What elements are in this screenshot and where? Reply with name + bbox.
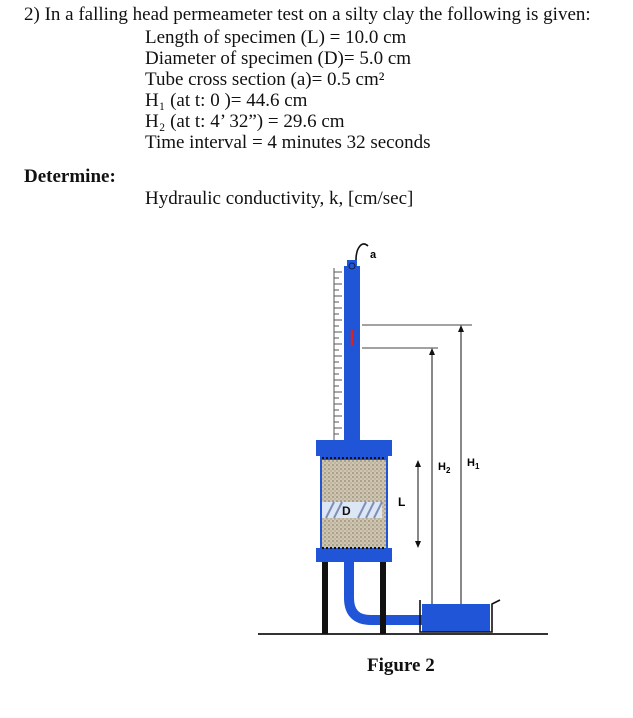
l-arrow-top <box>415 460 421 467</box>
determine-item: Hydraulic conductivity, k, [cm/sec] <box>145 188 414 209</box>
scale-ticks <box>334 268 342 440</box>
determine-label: Determine: <box>24 166 116 187</box>
outlet-pipe <box>349 562 428 620</box>
label-l: L <box>398 495 406 509</box>
cell-bottom-cap <box>316 548 392 562</box>
label-h1: $H_1$ <box>467 457 480 471</box>
label-a: a <box>370 249 377 261</box>
inflow-arrow <box>356 244 368 260</box>
h1-arrow-top <box>458 325 464 332</box>
given-h1: H₁ (at t: 0 )= 44.6 cm <box>145 90 308 111</box>
l-arrow-bottom <box>415 541 421 548</box>
given-values <box>145 27 431 153</box>
label-d: D <box>342 504 351 518</box>
cell-top-cap <box>316 440 392 456</box>
given-h2: H₂ (at t: 4’ 32”) = 29.6 cm <box>145 111 345 132</box>
overflow-tank-water <box>422 604 490 632</box>
level-marker-top <box>349 263 355 269</box>
given-diameter: Diameter of specimen (D)= 5.0 cm <box>145 48 412 69</box>
standpipe-tube <box>344 266 360 442</box>
label-h2: $H_2$ <box>438 461 451 475</box>
given-time: Time interval = 4 minutes 32 seconds <box>145 132 431 153</box>
given-tube-area: Tube cross section (a)= 0.5 cm² <box>145 69 385 90</box>
permeameter-figure <box>250 228 560 658</box>
h2-arrow-top <box>429 348 435 355</box>
question-text: 2) In a falling head permeameter test on a silty clay the following is given: <box>24 4 591 25</box>
figure-caption: Figure 2 <box>367 655 435 676</box>
given-length: Length of specimen (L) = 10.0 cm <box>145 27 407 48</box>
stand-leg-left <box>322 562 328 634</box>
diameter-band <box>322 502 382 518</box>
stand-leg-right <box>380 562 386 634</box>
